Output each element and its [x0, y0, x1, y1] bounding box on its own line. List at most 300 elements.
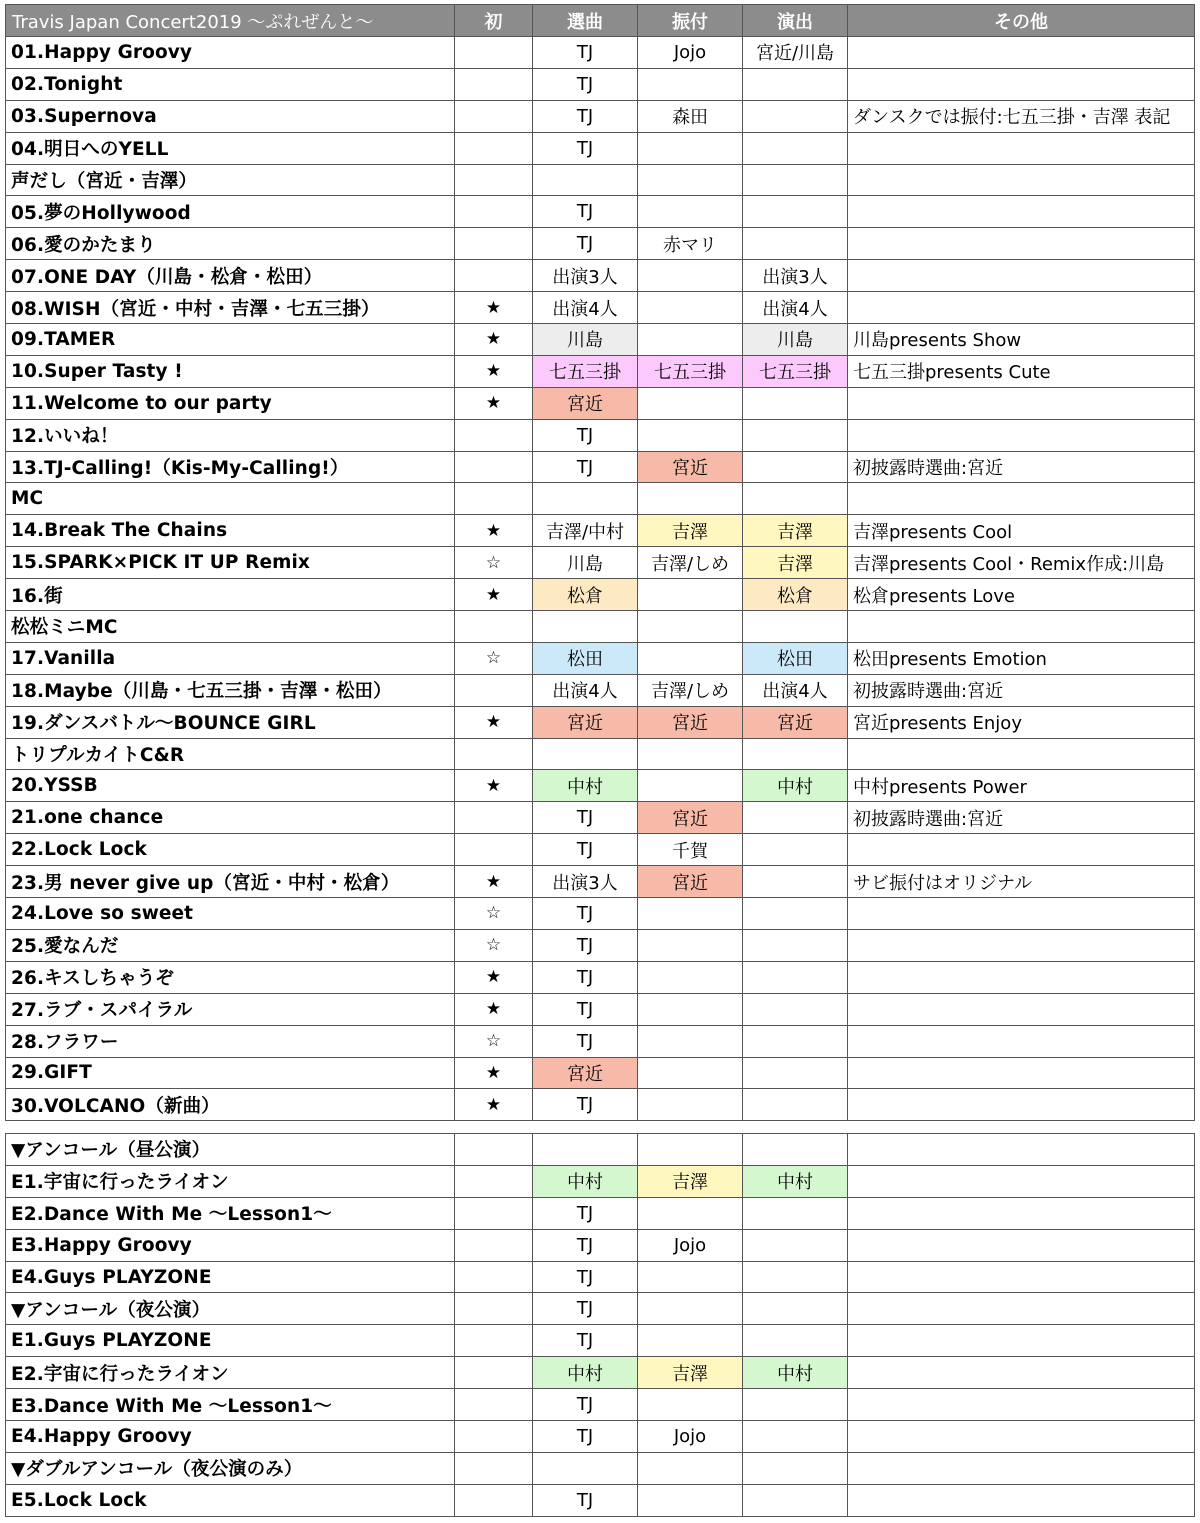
song-select-cell: TJ	[533, 1025, 638, 1057]
other-notes-cell	[848, 1421, 1195, 1453]
direction-cell	[743, 738, 848, 770]
direction-cell	[743, 1197, 848, 1229]
direction-cell: 松田	[743, 642, 848, 674]
song-title-cell: 声だし（宮近・吉澤）	[6, 164, 455, 196]
table-row	[6, 68, 1195, 100]
other-notes-cell: 松倉presents Love	[848, 579, 1195, 611]
table-row	[6, 451, 1195, 483]
other-notes-cell	[848, 1165, 1195, 1197]
song-select-cell: TJ	[533, 1389, 638, 1421]
song-title-cell: MC	[6, 483, 455, 515]
song-select-cell: 宮近	[533, 706, 638, 738]
table-row	[6, 1089, 1195, 1121]
table-row	[6, 1293, 1195, 1325]
song-select-cell: 出演4人	[533, 292, 638, 324]
table-row	[6, 1357, 1195, 1389]
first-performance-cell	[455, 1293, 533, 1325]
first-performance-cell	[455, 164, 533, 196]
song-title-cell: 12.いいね！	[6, 419, 455, 451]
other-notes-cell: 初披露時選曲:宮近	[848, 674, 1195, 706]
choreo-cell: Jojo	[638, 1421, 743, 1453]
table-row	[6, 834, 1195, 866]
song-select-cell: TJ	[533, 451, 638, 483]
direction-cell	[743, 1389, 848, 1421]
first-performance-cell	[455, 1134, 533, 1166]
first-performance-cell	[455, 1484, 533, 1516]
other-notes-cell	[848, 1089, 1195, 1121]
song-select-cell: 出演4人	[533, 674, 638, 706]
direction-cell	[743, 961, 848, 993]
choreo-cell	[638, 738, 743, 770]
song-title-cell: トリプルカイトC&R	[6, 738, 455, 770]
choreo-cell	[638, 1325, 743, 1357]
table-row	[6, 196, 1195, 228]
first-performance-cell: ★	[455, 770, 533, 802]
choreo-cell	[638, 196, 743, 228]
first-performance-cell	[455, 1197, 533, 1229]
table-row	[6, 642, 1195, 674]
direction-cell	[743, 100, 848, 132]
song-title-cell: 22.Lock Lock	[6, 834, 455, 866]
song-title-cell: 04.明日へのYELL	[6, 132, 455, 164]
other-notes-cell: 川島presents Show	[848, 324, 1195, 356]
first-performance-cell	[455, 100, 533, 132]
choreo-cell	[638, 898, 743, 930]
first-performance-cell: ★	[455, 387, 533, 419]
song-select-cell: TJ	[533, 228, 638, 260]
table-row	[6, 419, 1195, 451]
direction-cell	[743, 196, 848, 228]
other-notes-cell: サビ振付はオリジナル	[848, 866, 1195, 898]
other-notes-cell	[848, 164, 1195, 196]
first-performance-cell	[455, 1261, 533, 1293]
song-title-cell: 24.Love so sweet	[6, 898, 455, 930]
song-select-cell: TJ	[533, 1261, 638, 1293]
table-row	[6, 37, 1195, 69]
first-performance-cell	[455, 1452, 533, 1484]
other-notes-cell	[848, 387, 1195, 419]
direction-cell	[743, 68, 848, 100]
setlist-table	[5, 4, 1195, 1121]
choreo-cell: 宮近	[638, 706, 743, 738]
song-title-cell: 05.夢のHollywood	[6, 196, 455, 228]
table-row	[6, 1197, 1195, 1229]
table-row	[6, 483, 1195, 515]
choreo-cell: 森田	[638, 100, 743, 132]
other-notes-cell: 初披露時選曲:宮近	[848, 802, 1195, 834]
direction-cell: 七五三掛	[743, 355, 848, 387]
song-title-cell: ▼ダブルアンコール（夜公演のみ）	[6, 1452, 455, 1484]
direction-cell: 出演4人	[743, 292, 848, 324]
other-notes-cell	[848, 292, 1195, 324]
choreo-cell: 宮近	[638, 866, 743, 898]
direction-cell	[743, 483, 848, 515]
other-notes-cell	[848, 1134, 1195, 1166]
song-title-cell: 09.TAMER	[6, 324, 455, 356]
song-title-cell: 23.男 never give up（宮近・中村・松倉）	[6, 866, 455, 898]
first-performance-cell: ★	[455, 355, 533, 387]
other-notes-cell: 七五三掛presents Cute	[848, 355, 1195, 387]
choreo-cell	[638, 1293, 743, 1325]
other-notes-cell	[848, 1025, 1195, 1057]
other-notes-cell	[848, 196, 1195, 228]
first-performance-cell: ★	[455, 579, 533, 611]
table-row	[6, 292, 1195, 324]
first-performance-cell: ★	[455, 1089, 533, 1121]
song-title-cell: E1.宇宙に行ったライオン	[6, 1165, 455, 1197]
first-performance-cell: ★	[455, 961, 533, 993]
song-select-cell	[533, 483, 638, 515]
direction-cell: 吉澤	[743, 547, 848, 579]
direction-cell	[743, 866, 848, 898]
song-select-cell: TJ	[533, 1197, 638, 1229]
table-row	[6, 898, 1195, 930]
direction-cell	[743, 1134, 848, 1166]
song-select-cell: TJ	[533, 1089, 638, 1121]
song-title-cell: 10.Super Tasty !	[6, 355, 455, 387]
song-title-cell: 27.ラブ・スパイラル	[6, 993, 455, 1025]
song-select-cell	[533, 611, 638, 643]
song-title-cell: ▼アンコール（昼公演）	[6, 1134, 455, 1166]
choreo-cell: 吉澤	[638, 1357, 743, 1389]
other-notes-cell	[848, 1057, 1195, 1089]
song-select-cell: 七五三掛	[533, 355, 638, 387]
song-select-cell: 松田	[533, 642, 638, 674]
table-row	[6, 324, 1195, 356]
song-title-cell: 07.ONE DAY（川島・松倉・松田）	[6, 260, 455, 292]
first-performance-cell	[455, 1325, 533, 1357]
direction-cell	[743, 802, 848, 834]
direction-cell	[743, 1452, 848, 1484]
choreo-cell	[638, 1261, 743, 1293]
direction-cell	[743, 929, 848, 961]
choreo-cell	[638, 260, 743, 292]
table-row	[6, 579, 1195, 611]
song-title-cell: 11.Welcome to our party	[6, 387, 455, 419]
table-row	[6, 1165, 1195, 1197]
song-select-cell	[533, 738, 638, 770]
choreo-cell: 吉澤/しめ	[638, 674, 743, 706]
song-select-cell: 中村	[533, 1357, 638, 1389]
first-performance-cell: ★	[455, 706, 533, 738]
song-title-cell: 18.Maybe（川島・七五三掛・吉澤・松田）	[6, 674, 455, 706]
song-title-cell: 13.TJ-Calling!（Kis-My-Calling!）	[6, 451, 455, 483]
song-select-cell: TJ	[533, 802, 638, 834]
other-notes-cell: 初披露時選曲:宮近	[848, 451, 1195, 483]
direction-cell	[743, 132, 848, 164]
choreo-cell	[638, 132, 743, 164]
other-notes-cell	[848, 1389, 1195, 1421]
first-performance-cell: ☆	[455, 898, 533, 930]
header-first: 初	[455, 5, 533, 37]
choreo-cell: 七五三掛	[638, 355, 743, 387]
first-performance-cell	[455, 802, 533, 834]
song-select-cell: TJ	[533, 68, 638, 100]
song-select-cell: TJ	[533, 834, 638, 866]
direction-cell: 宮近/川島	[743, 37, 848, 69]
first-performance-cell	[455, 68, 533, 100]
choreo-cell: 吉澤/しめ	[638, 547, 743, 579]
song-select-cell: 出演3人	[533, 260, 638, 292]
song-select-cell: 川島	[533, 547, 638, 579]
direction-cell	[743, 1229, 848, 1261]
first-performance-cell	[455, 738, 533, 770]
direction-cell	[743, 1261, 848, 1293]
song-title-cell: 02.Tonight	[6, 68, 455, 100]
other-notes-cell	[848, 1261, 1195, 1293]
direction-cell: 中村	[743, 1357, 848, 1389]
table-row	[6, 1484, 1195, 1516]
table-row	[6, 770, 1195, 802]
song-title-cell: 25.愛なんだ	[6, 929, 455, 961]
first-performance-cell: ★	[455, 993, 533, 1025]
first-performance-cell	[455, 228, 533, 260]
header-row	[6, 5, 1195, 37]
choreo-cell	[638, 292, 743, 324]
choreo-cell: 宮近	[638, 802, 743, 834]
choreo-cell	[638, 961, 743, 993]
song-title-cell: 29.GIFT	[6, 1057, 455, 1089]
direction-cell	[743, 1325, 848, 1357]
other-notes-cell	[848, 1452, 1195, 1484]
direction-cell	[743, 1057, 848, 1089]
first-performance-cell	[455, 419, 533, 451]
other-notes-cell	[848, 228, 1195, 260]
other-notes-cell	[848, 1325, 1195, 1357]
table-row	[6, 355, 1195, 387]
direction-cell	[743, 993, 848, 1025]
first-performance-cell: ★	[455, 292, 533, 324]
song-title-cell: E2.Dance With Me ～Lesson1～	[6, 1197, 455, 1229]
table-row	[6, 547, 1195, 579]
first-performance-cell: ☆	[455, 642, 533, 674]
song-title-cell: E4.Guys PLAYZONE	[6, 1261, 455, 1293]
other-notes-cell	[848, 1293, 1195, 1325]
table-row	[6, 515, 1195, 547]
table-row	[6, 1325, 1195, 1357]
first-performance-cell: ★	[455, 515, 533, 547]
first-performance-cell: ☆	[455, 547, 533, 579]
song-title-cell: 08.WISH（宮近・中村・吉澤・七五三掛）	[6, 292, 455, 324]
choreo-cell	[638, 419, 743, 451]
choreo-cell	[638, 1389, 743, 1421]
choreo-cell	[638, 1484, 743, 1516]
header-title: Travis Japan Concert2019 ～ぷれぜんと～	[6, 5, 455, 37]
direction-cell	[743, 1293, 848, 1325]
first-performance-cell	[455, 1389, 533, 1421]
table-row	[6, 1134, 1195, 1166]
direction-cell: 中村	[743, 770, 848, 802]
choreo-cell: 宮近	[638, 451, 743, 483]
song-select-cell: TJ	[533, 132, 638, 164]
song-title-cell: E1.Guys PLAYZONE	[6, 1325, 455, 1357]
first-performance-cell	[455, 674, 533, 706]
song-select-cell: 中村	[533, 1165, 638, 1197]
direction-cell: 宮近	[743, 706, 848, 738]
header-song-select: 選曲	[533, 5, 638, 37]
song-select-cell	[533, 164, 638, 196]
choreo-cell	[638, 1197, 743, 1229]
other-notes-cell	[848, 260, 1195, 292]
song-select-cell: TJ	[533, 100, 638, 132]
song-title-cell: 03.Supernova	[6, 100, 455, 132]
table-row	[6, 1452, 1195, 1484]
table-row	[6, 132, 1195, 164]
song-select-cell: TJ	[533, 1229, 638, 1261]
direction-cell	[743, 419, 848, 451]
direction-cell: 川島	[743, 324, 848, 356]
table-row	[6, 1389, 1195, 1421]
table-row	[6, 1261, 1195, 1293]
song-select-cell: TJ	[533, 1421, 638, 1453]
other-notes-cell	[848, 132, 1195, 164]
other-notes-cell	[848, 419, 1195, 451]
direction-cell	[743, 1484, 848, 1516]
direction-cell: 吉澤	[743, 515, 848, 547]
song-title-cell: 28.フラワー	[6, 1025, 455, 1057]
song-title-cell: 16.街	[6, 579, 455, 611]
table-row	[6, 260, 1195, 292]
choreo-cell: Jojo	[638, 1229, 743, 1261]
song-title-cell: 14.Break The Chains	[6, 515, 455, 547]
song-select-cell: 川島	[533, 324, 638, 356]
other-notes-cell: 宮近presents Enjoy	[848, 706, 1195, 738]
song-title-cell: E2.宇宙に行ったライオン	[6, 1357, 455, 1389]
song-title-cell: 06.愛のかたまり	[6, 228, 455, 260]
choreo-cell	[638, 993, 743, 1025]
table-row	[6, 929, 1195, 961]
other-notes-cell	[848, 834, 1195, 866]
table-row	[6, 164, 1195, 196]
direction-cell	[743, 451, 848, 483]
choreo-cell	[638, 1134, 743, 1166]
choreo-cell	[638, 164, 743, 196]
first-performance-cell: ★	[455, 866, 533, 898]
song-select-cell: 松倉	[533, 579, 638, 611]
first-performance-cell	[455, 1165, 533, 1197]
choreo-cell	[638, 642, 743, 674]
first-performance-cell	[455, 37, 533, 69]
direction-cell	[743, 228, 848, 260]
direction-cell: 出演3人	[743, 260, 848, 292]
choreo-cell: 赤マリ	[638, 228, 743, 260]
other-notes-cell	[848, 1357, 1195, 1389]
header-other: その他	[848, 5, 1195, 37]
table-row	[6, 1421, 1195, 1453]
first-performance-cell: ★	[455, 324, 533, 356]
choreo-cell	[638, 1452, 743, 1484]
direction-cell	[743, 1025, 848, 1057]
first-performance-cell	[455, 834, 533, 866]
choreo-cell: 千賀	[638, 834, 743, 866]
first-performance-cell: ★	[455, 1057, 533, 1089]
table-row	[6, 802, 1195, 834]
direction-cell: 出演4人	[743, 674, 848, 706]
first-performance-cell: ☆	[455, 929, 533, 961]
song-title-cell: 30.VOLCANO（新曲）	[6, 1089, 455, 1121]
header-choreo: 振付	[638, 5, 743, 37]
other-notes-cell: 吉澤presents Cool	[848, 515, 1195, 547]
choreo-cell	[638, 611, 743, 643]
song-title-cell: 20.YSSB	[6, 770, 455, 802]
song-title-cell: 19.ダンスバトル～BOUNCE GIRL	[6, 706, 455, 738]
song-title-cell: E5.Lock Lock	[6, 1484, 455, 1516]
song-select-cell: TJ	[533, 898, 638, 930]
direction-cell: 中村	[743, 1165, 848, 1197]
choreo-cell: 吉澤	[638, 515, 743, 547]
other-notes-cell	[848, 898, 1195, 930]
direction-cell	[743, 1421, 848, 1453]
song-title-cell: E3.Happy Groovy	[6, 1229, 455, 1261]
choreo-cell	[638, 387, 743, 419]
first-performance-cell	[455, 196, 533, 228]
table-row	[6, 1025, 1195, 1057]
table-row	[6, 1057, 1195, 1089]
choreo-cell	[638, 324, 743, 356]
choreo-cell: 吉澤	[638, 1165, 743, 1197]
song-title-cell: 松松ミニMC	[6, 611, 455, 643]
table-row	[6, 993, 1195, 1025]
other-notes-cell	[848, 961, 1195, 993]
song-select-cell: 出演3人	[533, 866, 638, 898]
table-row	[6, 866, 1195, 898]
other-notes-cell	[848, 611, 1195, 643]
song-select-cell: TJ	[533, 196, 638, 228]
other-notes-cell	[848, 929, 1195, 961]
table-row	[6, 387, 1195, 419]
song-title-cell: 21.one chance	[6, 802, 455, 834]
other-notes-cell: ダンスクでは振付:七五三掛・吉澤 表記	[848, 100, 1195, 132]
first-performance-cell	[455, 1229, 533, 1261]
song-select-cell: 中村	[533, 770, 638, 802]
song-select-cell: 宮近	[533, 387, 638, 419]
other-notes-cell	[848, 1197, 1195, 1229]
direction-cell	[743, 611, 848, 643]
table-row	[6, 100, 1195, 132]
choreo-cell	[638, 1089, 743, 1121]
direction-cell	[743, 834, 848, 866]
choreo-cell	[638, 929, 743, 961]
header-direction: 演出	[743, 5, 848, 37]
song-select-cell	[533, 1134, 638, 1166]
table-row	[6, 228, 1195, 260]
table-row	[6, 611, 1195, 643]
choreo-cell	[638, 68, 743, 100]
choreo-cell	[638, 483, 743, 515]
song-title-cell: E3.Dance With Me ～Lesson1～	[6, 1389, 455, 1421]
song-select-cell: TJ	[533, 37, 638, 69]
song-select-cell: 吉澤/中村	[533, 515, 638, 547]
first-performance-cell	[455, 1421, 533, 1453]
table-row	[6, 706, 1195, 738]
other-notes-cell: 松田presents Emotion	[848, 642, 1195, 674]
song-title-cell: 17.Vanilla	[6, 642, 455, 674]
other-notes-cell: 中村presents Power	[848, 770, 1195, 802]
song-select-cell: TJ	[533, 419, 638, 451]
song-select-cell: TJ	[533, 961, 638, 993]
song-title-cell: 01.Happy Groovy	[6, 37, 455, 69]
table-row	[6, 961, 1195, 993]
direction-cell	[743, 1089, 848, 1121]
table-row	[6, 1229, 1195, 1261]
first-performance-cell	[455, 483, 533, 515]
other-notes-cell	[848, 68, 1195, 100]
song-title-cell: ▼アンコール（夜公演）	[6, 1293, 455, 1325]
other-notes-cell	[848, 1229, 1195, 1261]
choreo-cell	[638, 579, 743, 611]
direction-cell: 松倉	[743, 579, 848, 611]
song-select-cell	[533, 1452, 638, 1484]
